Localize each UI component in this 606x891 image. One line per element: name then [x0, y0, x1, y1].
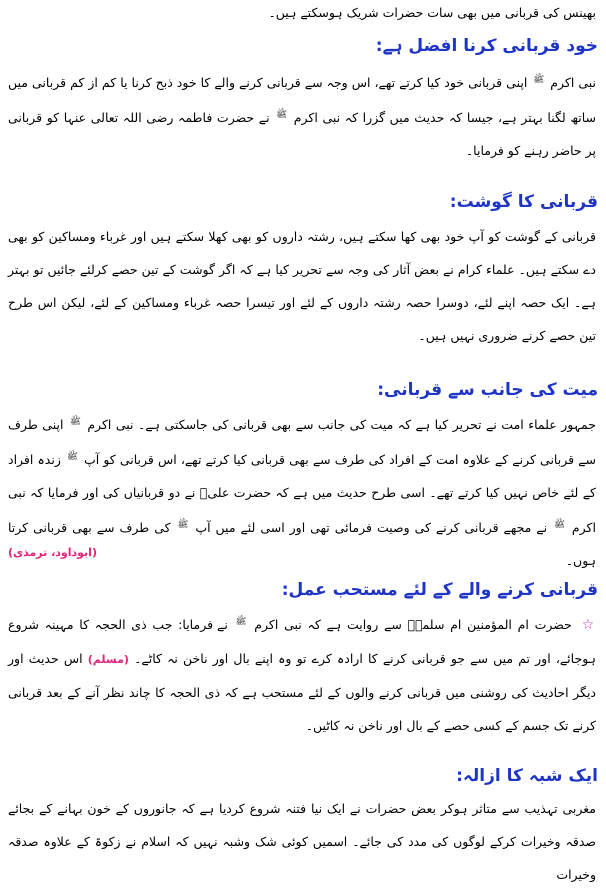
text-run: اپنی قربانی خود کیا کرتے تھے، اس وجہ سے قربانی کرنے والے کا خود ذبح کرنا یا کم از کم قربانی میں ساتھ لگنا بہتر ہے، جیسا کہ حدیث میں گزرا کہ نبی اکرم: [8, 75, 596, 126]
paragraph-meat: [8, 220, 596, 352]
text-run: کی طرف سے بھی قربانی کرتا ہوں۔: [8, 520, 596, 569]
intro-text: [8, 0, 596, 29]
text-run: نے حضرت فاطمہ رضی اللہ تعالی عنہا کو قربانی پر حاضر رہنے کو فرمایا۔: [8, 110, 596, 159]
text-run: نے مجھے قربانی کرنے کی وصیت فرمائی تھی اور اسی لئے میں آپ: [195, 520, 548, 536]
text-run: جمہور علماء امت نے تحریر کیا ہے کہ میت کی جانب سے بھی قربانی کی جاسکتی ہے۔ نبی اکرم: [87, 417, 596, 433]
heading-self-sacrifice: خود قربانی کرنا افضل ہے:: [375, 36, 598, 56]
text-run: حضرت ام المؤمنین ام سلمہؓ سے روایت ہے کہ نبی اکرم: [254, 617, 572, 633]
reference-muslim: (مسلم): [87, 653, 129, 667]
heading-meat: قربانی کا گوشت:: [449, 192, 598, 212]
salutation-symbol: ﷺ: [69, 417, 81, 427]
paragraph-self-sacrifice: [8, 64, 596, 167]
salutation-symbol: ﷺ: [177, 520, 189, 531]
text-run: نبی اکرم: [550, 75, 597, 91]
reference-line: [8, 543, 596, 563]
text-run: مغربی تہذیب سے متاثر ہوکر بعض حضرات نے ایک نیا فتنہ شروع کردیا ہے کہ جانوروں کے خون بہانے کے بجائے صدقہ وخیرات کرکے لوگوں کی مدد کی جائے۔ اسمیں کوئی شک وشبہ نہیں کہ اسلام نے زکوۃ کے علاوہ صدقہ وخیرات: [8, 801, 596, 882]
paragraph-doubt-removal: [8, 792, 596, 891]
text-run: زندہ افراد کے لئے خاص نہیں کیا کرتے تھے۔ اسی طرح حدیث میں ہے کہ حضرت علیؓ نے دو قربانیاں کی اور فرمایا کہ نبی اکرم: [8, 452, 596, 536]
salutation-symbol: ﷺ: [235, 617, 247, 627]
salutation-symbol: ﷺ: [554, 520, 565, 531]
paragraph-recommended-act: [8, 606, 596, 742]
salutation-symbol: ﷺ: [533, 75, 545, 85]
star-icon: ☆: [581, 617, 596, 634]
text-run: نے فرمایا: جب ذی الحجہ کا مہینہ شروع ہوجائے، اور تم میں سے جو قربانی کرنے کا ارادہ کرے تو وہ اپنے بال اور ناخن نہ کاٹے۔: [8, 617, 596, 667]
text-run: اس حدیث اور دیگر احادیث کی روشنی میں قربانی کرنے والوں کے لئے مستحب ہے کہ ذی الحجہ کا چاند نظر آنے کے بعد قربانی کرنے تک جسم کے کسی حصے کے بال اور ناخن نہ کاٹیں۔: [8, 651, 596, 734]
heading-deceased: میت کی جانب سے قربانی:: [377, 380, 598, 400]
intro-line: بھینس کی قربانی میں بھی سات حضرات شریک ہوسکتے ہیں۔: [268, 5, 596, 20]
text-run: قربانی کے گوشت کو آپ خود بھی کھا سکتے ہیں، رشتہ داروں کو بھی کھلا سکتے ہیں اور غرباء ومساکین کو بھی دے سکتے ہیں۔ علماء کرام نے بعض آثار کی وجہ سے تحریر کیا ہے کہ اگر گوشت کے تین حصے کرلئے جائیں تو بہتر ہے۔ ایک حصہ اپنے لئے، دوسرا حصہ رشتہ داروں کے لئے اور تیسرا حصہ غرباء ومساکین کے لئے، لیکن اس طرح تین حصے کرنے ضروری نہیں ہیں۔: [8, 229, 596, 343]
reference-abudawud-tirmidhi: (ابوداود، ترمذی): [8, 546, 97, 559]
salutation-symbol: ﷺ: [67, 452, 78, 463]
heading-recommended-act: قربانی کرنے والے کے لئے مستحب عمل:: [281, 580, 598, 600]
salutation-symbol: ﷺ: [276, 110, 288, 121]
heading-doubt-removal: ایک شبہ کا ازالہ:: [456, 766, 598, 786]
text-run: اپنی طرف سے قربانی کرنے کے علاوہ امت کے افراد کی طرف سے بھی قربانی کیا کرتے تھے، اس قربانی کو آپ: [8, 417, 596, 468]
